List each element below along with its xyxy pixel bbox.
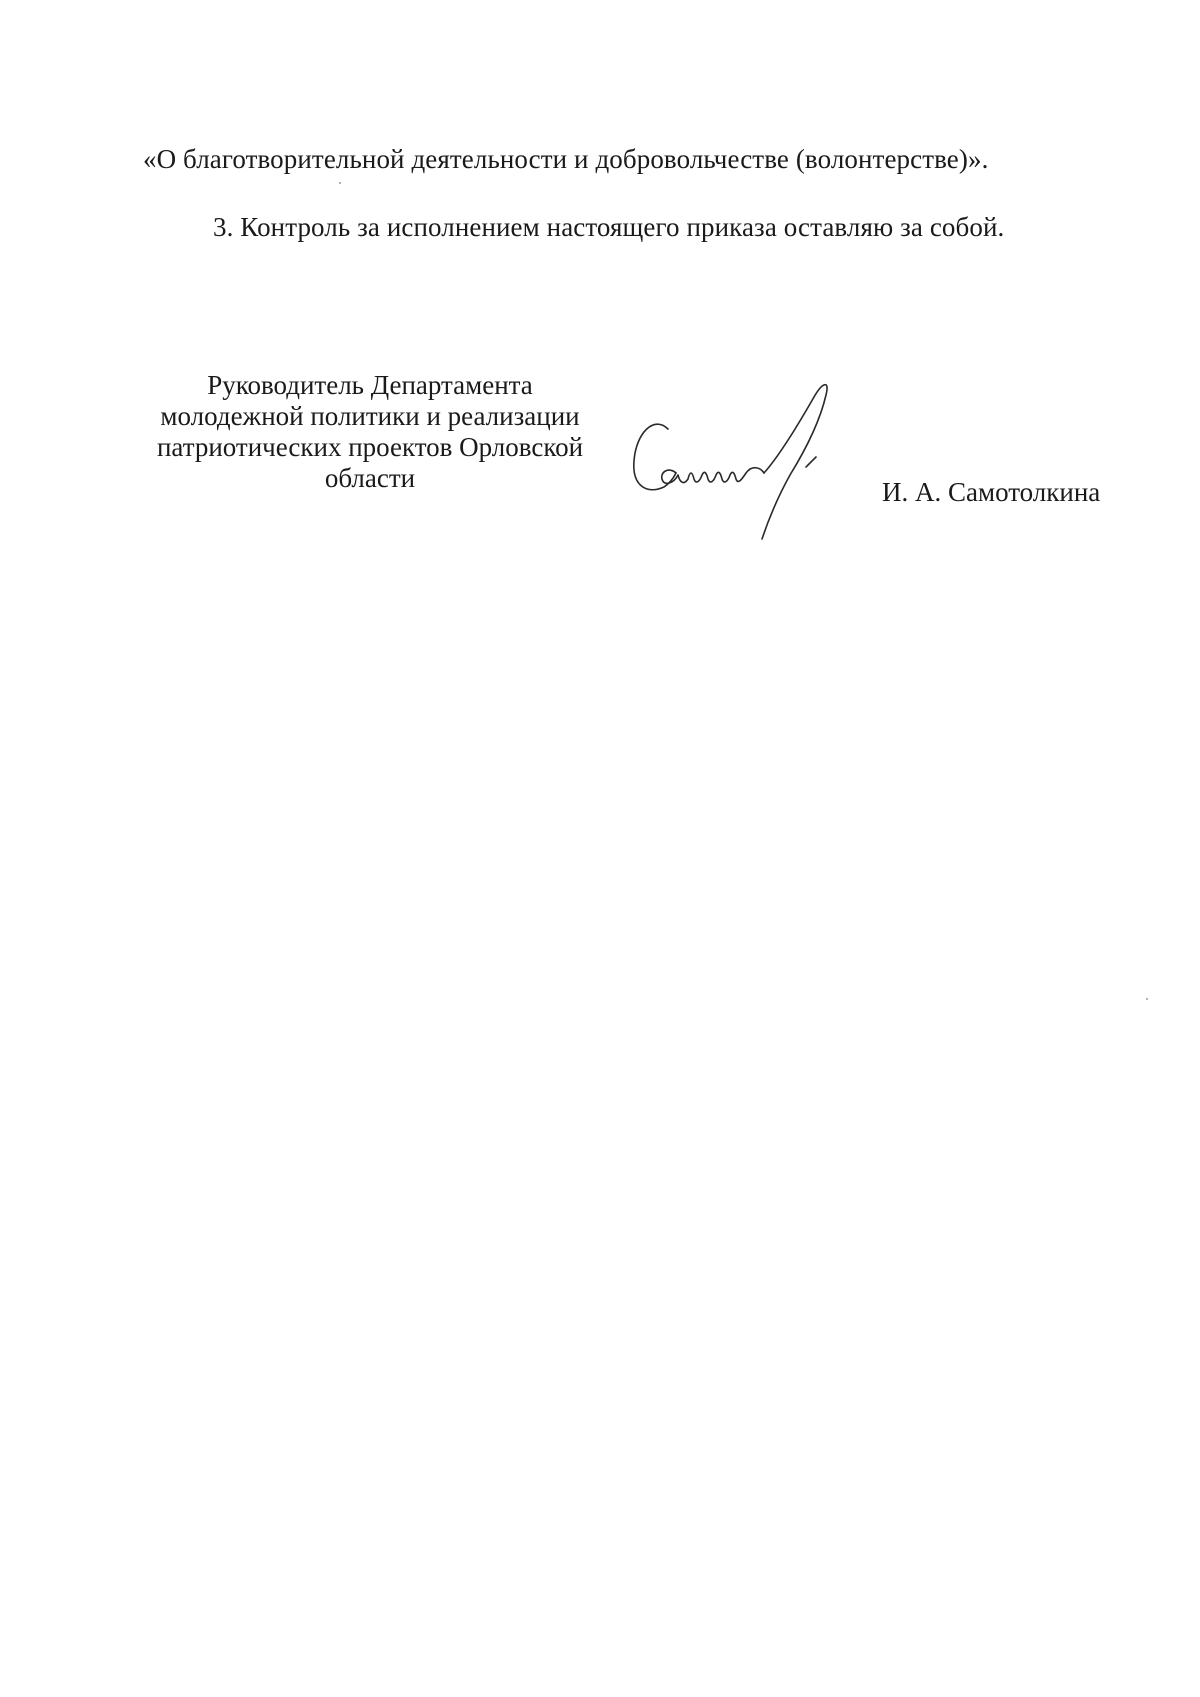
signature-stroke-loops bbox=[662, 468, 764, 484]
scan-speck bbox=[339, 182, 341, 184]
signature-stroke-c bbox=[634, 424, 676, 490]
signatory-name: И. А. Самотолкина bbox=[882, 477, 1101, 507]
handwritten-signature bbox=[630, 375, 870, 545]
clause-3-text: 3. Контроль за исполнением настоящего приказа оставляю за собой. bbox=[213, 212, 1005, 242]
scan-speck bbox=[1146, 998, 1148, 1000]
signature-stroke-flourish bbox=[762, 385, 827, 539]
position-line-2: молодежной политики и реализации bbox=[160, 401, 580, 431]
position-line-3: патриотических проектов Орловской bbox=[156, 432, 584, 462]
position-line-4: области bbox=[324, 463, 416, 493]
law-title-continuation: «О благотворительной деятельности и добровольчестве (волонтерстве)». bbox=[143, 144, 989, 174]
signature-stroke-tick bbox=[806, 457, 816, 467]
signatory-position bbox=[130, 370, 610, 494]
position-line-1: Руководитель Департамента bbox=[207, 370, 533, 400]
